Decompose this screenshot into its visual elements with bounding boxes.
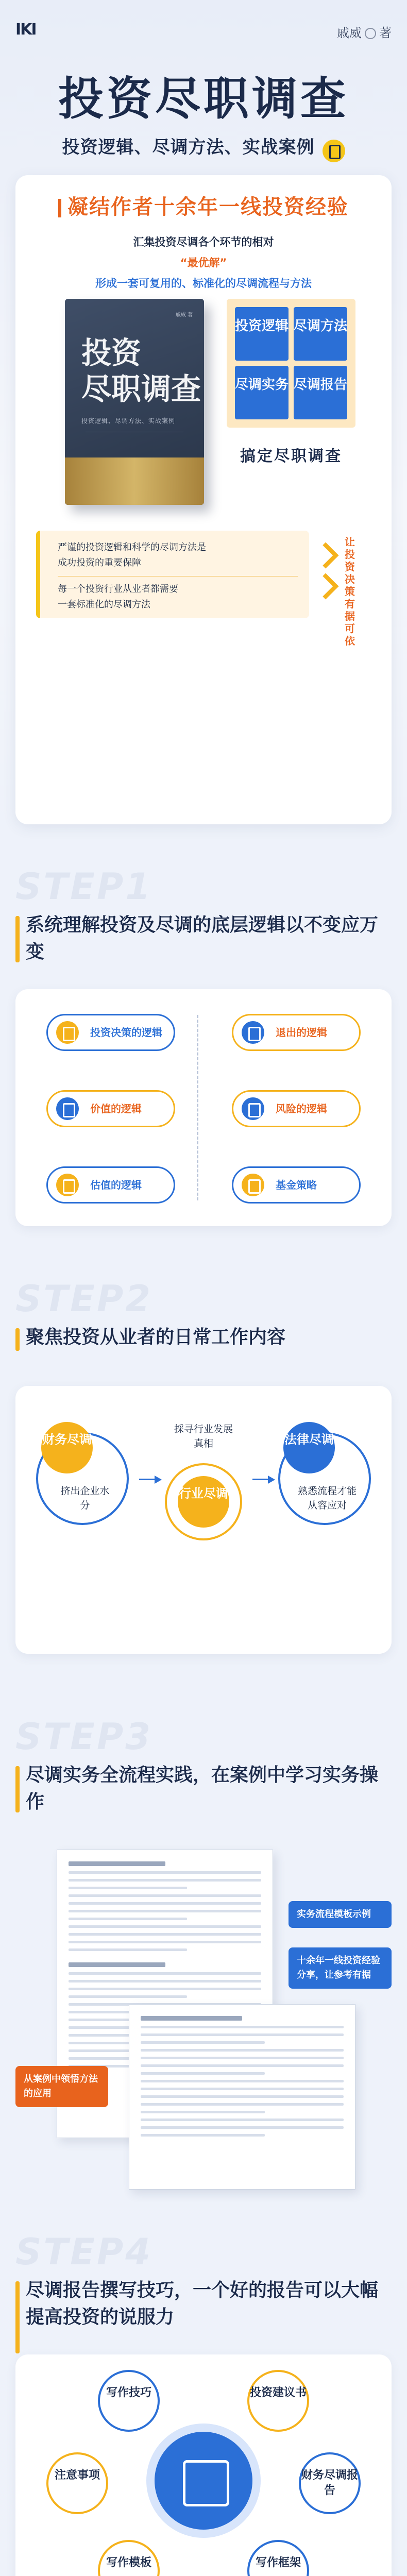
workflow-badge: 行业尽调 — [178, 1476, 229, 1528]
report-topic: 注意事项 — [46, 2452, 108, 2514]
topic-tile: 投资逻辑 — [235, 307, 289, 361]
intro-card — [15, 175, 392, 824]
arrow-right-icon — [139, 1479, 160, 1480]
topic-caption: 搞定尽职调查 — [240, 447, 342, 465]
chevron-right-icon: 让投资决策有据可依 — [316, 536, 371, 613]
book-cover: 戚威 著 投资 尽职调查 投资逻辑、尽调方法、实战案例 — [65, 299, 204, 505]
document-icon — [242, 1174, 264, 1196]
logic-pill: 退出的逻辑 — [232, 1014, 361, 1051]
book-cover-gold-band — [65, 457, 204, 505]
step-label: STEP3 — [15, 1716, 152, 1758]
hero-section — [0, 0, 407, 845]
separator-circle-icon — [365, 28, 376, 39]
topic-tile: 尽调方法 — [294, 307, 347, 361]
intro-text: 汇集投资尽调各个环节的相对 “最优解” 形成一套可复用的、标准化的尽调流程与方法 — [95, 236, 312, 290]
report-topic: 写作技巧 — [98, 2370, 160, 2432]
document-icon — [242, 1097, 264, 1120]
logic-pill: 估值的逻辑 — [46, 1166, 175, 1204]
document-page — [129, 2004, 355, 2190]
value-strip: 严谨的投资逻辑和科学的尽调方法是 成功投资的重要保障 每一个投资行业从业者都需要 一套标准化的尽调方法 让投资决策有据可依 — [36, 531, 371, 618]
logic-pill: 风险的逻辑 — [232, 1090, 361, 1127]
step3-section — [0, 1695, 407, 2210]
subtitle-row — [0, 133, 407, 162]
topic-grid — [227, 299, 355, 428]
report-topic: 投资建议书 — [247, 2370, 309, 2432]
document-icon — [56, 1174, 79, 1196]
callout-tag: 实务流程模板示例 — [289, 1901, 392, 1928]
step-label: STEP2 — [15, 1278, 152, 1320]
section-title: 尽调报告撰写技巧，一个好的报告可以大幅提高投资的说服力 — [26, 2277, 386, 2331]
report-card — [15, 2354, 392, 2576]
topic-tile: 尽调报告 — [294, 366, 347, 419]
publisher-logo: IKI — [15, 21, 36, 39]
report-topic: 写作框架 — [247, 2540, 309, 2576]
logic-pill: 基金策略 — [232, 1166, 361, 1204]
author-credit: 戚威 著 — [337, 26, 392, 40]
document-icon — [242, 1021, 264, 1044]
section-title: 尽调实务全流程实践，在案例中学习实务操作 — [26, 1762, 386, 1816]
section-title: 聚焦投资从业者的日常工作内容 — [26, 1324, 386, 1351]
intro-heading: 凝结作者十余年一线投资经验 — [15, 191, 392, 220]
arrow-right-icon — [252, 1479, 273, 1480]
logic-pill: 投资决策的逻辑 — [46, 1014, 175, 1051]
topic-tile: 尽调实务 — [235, 366, 289, 419]
workflow-badge: 财务尽调 — [41, 1422, 93, 1473]
logic-card — [15, 989, 392, 1226]
section-title: 系统理解投资及尽调的底层逻辑以不变应万变 — [26, 912, 386, 965]
callout-tag: 十余年一线投资经验分享，让参考有据 — [289, 1947, 392, 1989]
step2-section — [0, 1257, 407, 1695]
step-label: STEP4 — [15, 2231, 152, 2273]
subtitle: 投资逻辑、尽调方法、实战案例 — [62, 137, 315, 158]
step4-section — [0, 2210, 407, 2576]
report-topic: 财务尽调报告 — [299, 2452, 361, 2514]
document-icon — [56, 1097, 79, 1120]
callout-tag: 从案例中领悟方法的应用 — [15, 2066, 108, 2107]
report-topic: 写作模板 — [98, 2540, 160, 2576]
step-label: STEP1 — [15, 866, 152, 908]
main-title: 投资尽职调查 — [58, 72, 349, 125]
step1-section — [0, 845, 407, 1257]
workflow-badge: 法律尽调 — [283, 1422, 335, 1473]
notebook-icon — [323, 140, 345, 162]
report-icon — [155, 2432, 252, 2530]
workflow-card: 财务尽调 挤出企业水分 採寻行业发展真相 行业尽调 法律尽调 熟悉流程才能从容应对 — [15, 1386, 392, 1654]
document-icon — [56, 1021, 79, 1044]
logic-pill: 价值的逻辑 — [46, 1090, 175, 1127]
top-bar — [15, 21, 392, 43]
